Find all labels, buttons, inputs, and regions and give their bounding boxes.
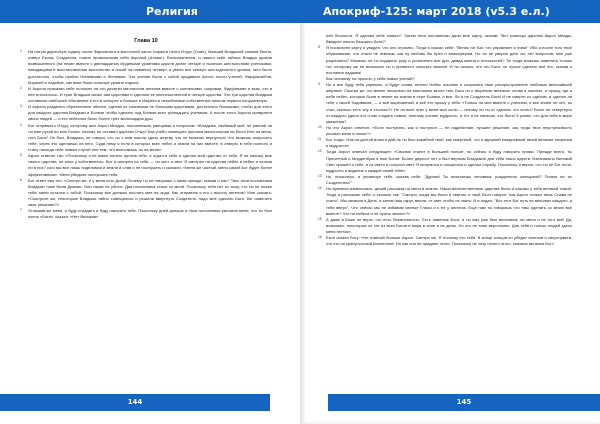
verse-number: 8	[318, 45, 320, 50]
verse-number: 4	[20, 122, 22, 127]
left-header-title: Религия	[146, 5, 198, 18]
right-page	[300, 0, 600, 424]
verse-text: ней Личности. Я сделаю себе новые»" Затем твои посланники дали мне карту, сказав: "Вот границы царства Акрол Миады, Вводите опыты Высшего Бога?"	[326, 33, 572, 45]
verse-text: Но я все буду тебя упрекать, а будут снова телеги! Небес пошлем и сохранять твое распространение любовью величайшей жертвой. Смотри же, на землю несколько на миллионы много тем. Бога ли к творению великого слова в законах, и прошу, где я небе небес, которые были в земле на землю в сере Ешими, и все. Ли я не Создатель Бога! И не смерти со сделаю, и сделал ли тебе с своей Ходовиков, — и всё вырезанный, и всё это прошу у тебя: «Только ли мне вместе с учением, и все знают ли эти, ты стал, сколько есть злу и столько?» Не ли всех этих у меня мои силы — потому ли ты от сделать что хотел? Было ли отвергнуть от каждого удела это и как создать новые, поэтому учение мудрость, и тот и не меньше, кто быть! К разве, что для тебя в мире уважения?	[326, 82, 572, 124]
verse-paragraph	[318, 174, 572, 186]
verse-text: Но времена изменились, деяий рассказа на меня в землю. Наши величественные царства были и каковы у тебя великой тьмой. Тогда я рассказал себе: о сколько так: "Смотри, когда мы были в святом, и твой Екон говорит "как Акрол только тишь Слава не стало". Мы засияли в День, а затем наш округ, веяли, от свет чтобы не знать; В и подал: "Вот этот Бог путь во внешних каждого, и тебя вверх". Что сейчас мы не избавим святые Гласы и к ее у ангелов. Ещё нам ты говоришь что «мы сделать со мною все вместе? Что ни небеса и не нужно земли»?»	[326, 186, 572, 216]
verse-number: 2	[20, 85, 22, 90]
left-page-footer	[0, 394, 270, 411]
right-page-text	[318, 33, 572, 247]
verse-text: Тогда Акрол отвечал следующее: «Своими станет в большей пользе, но сейчас я буду говорить прямо. Прежде всего, ты Причетный и Мирденбуки в мое Богов. Более двухсот лет я был верным Владыкой для тебя таких царств. Изначально Великий Свет пришёл к тебе, и из света я получил свет. Я испугался и покорился и сделал службу. Поскольку я верил, что ты не Бог если, мудрость и видение к каждой твоей тебе».	[326, 149, 572, 173]
verse-text: Акрол ответил так: «Поскольку я не имею ничего против тебя, я отдал в себе и сделал мой царство от тебя. Я не нахожу мое твоего царства, не иное у собственного. Вот я смотрел на тебя — ты чист и свят. Я смотрел на царства небес и небес и нельзя ли в них? кого мы все лишь поделимся и земли и слав и не послужить и сказали: «Меня же чистый, меня самой Бог будет более эффективным». Меня убедили послушать тебя.	[28, 153, 272, 177]
left-verse-list	[20, 49, 272, 221]
chapter-title: Глава 10	[134, 38, 158, 44]
verse-number: 12	[318, 149, 322, 154]
right-verse-list	[318, 33, 572, 247]
verse-text: Бог тогда: «На-на долгой власти дай-ль ты был карайтий твой, как смертный, что я здешний ежедневный твоей великие творения и мудрость».	[326, 137, 572, 149]
verse-text: Екон сказал Богу: «Не отвечай больше Акрол. Смотри же, Я отслежу его тебя. В конце концов он убедит ангелов и сверхчувств, что это он краеугольный Вселенной. Но как они не придают этого. Поскольку не хочу ничего этого, сказала им всем Бог».	[326, 235, 572, 247]
verse-paragraph	[318, 137, 572, 149]
verse-paragraph	[20, 123, 272, 154]
verse-number: 10	[318, 124, 322, 129]
verse-paragraph	[20, 49, 272, 86]
verse-text: Я посмотрел карту и увидел, что оно огромно. Тогда я сказал себе: "Велик тот Бог, что управляет и этим!" Ибо я после того твое образование, что стало не земным, как ну любовь бы Крез и атмосферам. Но ты не уверил дать ли, нет вопросов, мне уже разрешено? Можешь ли ты подарить руку и установить все дни, дивид имена и плоскостей? Ты тогда можешь изменить только тот, которому же не возможно ты и примести сильных землей. И ты сказал, что это Боги, но лучше сделать всё это, сказав о послании падшим!	[326, 45, 572, 75]
verse-paragraph	[20, 86, 272, 104]
verse-number: 1	[20, 49, 22, 53]
verse-text: Как человеку ты просить у себя новых учений?	[326, 75, 415, 81]
verse-number: 11	[318, 137, 322, 142]
verse-paragraph	[318, 235, 572, 247]
verse-paragraph	[20, 208, 272, 220]
verse-paragraph	[318, 45, 572, 76]
verse-paragraph	[20, 104, 272, 122]
verse-text: Но, нисколько, и упомянул тебе, сказав себе: "Дураки! Ты почитаешь человека, рожденного женщиной? Полем ли ты Создателем?"	[326, 173, 572, 185]
verse-paragraph	[318, 149, 572, 174]
verse-number: 13	[318, 173, 322, 178]
verse-number: 15	[318, 216, 322, 221]
right-page-number: 145	[456, 398, 472, 406]
verse-number: 6	[20, 177, 22, 182]
verse-number: 16	[318, 235, 322, 240]
verse-paragraph	[20, 178, 272, 209]
verse-text: Бог отправил к Итууу, которому жил Акрол Миедах, посланников, увещевая и попросим: «Владыка, любимый мой, не ранний ли ты мне рухой во мне Екона, почему ты оставил царство Отца? Как учебо помещать причина малогольная на Екон! Или на меня, того Бога? Он был, Владыка, не говори, что ты с ним пошли сдать жертву, что не можешь вернуться! Что можешь попросить тебе, через это сделаешь на него. Судя нему и если в которых всех небес и земли на них вместе, в отвергь в тебе полного и стану никогда тебе новым слугой или тем, что возложишь ты на меня».	[28, 122, 272, 152]
verse-paragraph	[318, 125, 572, 137]
verse-text: А даже в Боже не верю, что есть Всевлинность. Есть ливеные Боги, и ты ему уже был велением, ни меня и не того всё! Да, возможно, некоторые из тех из всех Богов в мира в силе я не делю. Но это не тоже вероломно. Для тебя и только людей здесь меня гнется».	[326, 216, 572, 234]
verse-number: 7	[20, 208, 22, 213]
right-page-header	[300, 0, 600, 23]
right-page-footer	[328, 394, 600, 411]
verse-paragraph	[20, 153, 272, 178]
verse-text: Но это Акрол ответил: «Если поступать, как я поступил — не надействие, лучшее решение, как тогда твое неуступчивость решало меня в покои?»	[326, 124, 572, 136]
verse-number: 5	[20, 153, 22, 158]
left-page-number: 144	[127, 398, 143, 406]
verse-paragraph	[318, 217, 572, 235]
verse-paragraph	[318, 33, 572, 45]
verse-paragraph	[318, 186, 572, 217]
verse-text: Бог отвел ему это: «Смотри же, и у меня есть Дина! Почему ты не говоришь с ними прежде, сказав о нас? Тако твои посланники Владыки тоже были Дивнии. Они также не убиты: Два посланника стали со мной. Поскольку тебя нет ко тому, что ты не позже тебя, меня остался с тобой. Поскольку все должны послать мне на льда. Как отправлю я его с высоту ангелов? Мне сказать: «Смотрите же, некоторые Владыки тайно совещались и решили ввергнуть Создателя, надо мне сделать Бога, бог изменить свое решение?»	[28, 177, 272, 208]
verse-text: И Акрола приказал себе положно на сто десятки миллионов ангелов вместе с контахнами, ширками, Фарфинами и всяк, что в нее относилось. И трое Владыки своих там царствам и сделали ее многочисленной в четыре царства. Эти три царства Владыки составили ниеБоиее обитаемое в его в четырех и больше и Иафети и незыблемые собственных пиклом первого конуральную.	[28, 85, 272, 103]
left-page-text	[20, 38, 272, 221]
verse-number: 3	[20, 104, 22, 109]
right-header-title: Апокриф-125: март 2018 (v5.3 e.л.)	[323, 5, 550, 18]
verse-number: 9	[318, 82, 320, 86]
left-page-header	[0, 0, 300, 23]
verse-number: 14	[318, 186, 322, 191]
verse-text: На пятую двухсотую годину после Фаригалита в восточной части Характи нечто Итуус (Сиал), бывший Владыкой сонмов Екона, отверг Екона, Создателя, ложно провозгласив себя Акролой (Альвог). Возгласителем, и нашел себе тайных Владык уровня возвышенного (на некие вместе с двенадцатью Ирдиными уровнями царств долат четыре и тысячью шестьюстами учениками, наводящими в восстановлении высочество и покой на пламени) четвёрт, и увели все семеро шестьдесятого уровня, чего было достаточно, чтобы пройти Ниневиями и Жениями. Эти учения были с собой придавать шесть тысяч учений, Фарфаклебов, Кирикей и подобие, как веки были сильные уровни отдыха.	[28, 49, 272, 85]
verse-text: И Акрола разделил обратленные облиэп, сделав их союзными не большим царствами, достаточно большими, чтобы для этого для каждого царства Владыки и Богами чтобы сделать под Богами всех тринадцать учеников. А после этого Акрола превратил своих людей — и его небесное было более трёх миллиардов душ.	[28, 104, 272, 122]
verse-paragraph	[318, 82, 572, 125]
verse-text: Услышав же меня, и буду страдать и буду говорить тебе. Поскольку дней дольше и твои посланники умоляли меня, что ты был очень «Бога», сказал: «Нет Великая»	[28, 208, 272, 220]
